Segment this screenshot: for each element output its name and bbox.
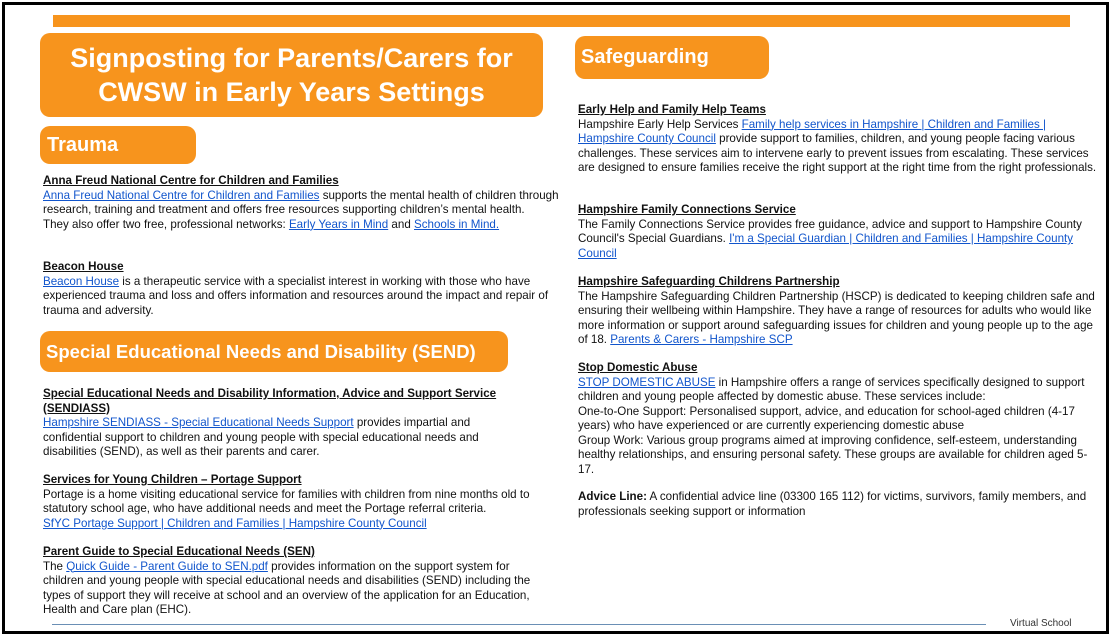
hscp-link[interactable]: Parents & Carers - Hampshire SCP: [610, 333, 793, 346]
anna-freud-text: supports the mental health of children through research, training and treatment and offers free resources supporting children’s mental health.: [43, 188, 559, 216]
beacon-house-title: Beacon House: [43, 260, 124, 273]
sendiass-link[interactable]: Hampshire SENDIASS - Special Educational Needs Support: [43, 416, 354, 429]
early-years-in-mind-link[interactable]: Early Years in Mind: [288, 217, 389, 231]
advice-line-block: [578, 490, 1103, 519]
domestic-abuse-text: in Hampshire offers a range of services specifically designed to support children and young people affected by domestic abuse. These services include:: [578, 375, 1085, 403]
portage-link[interactable]: SfYC Portage Support | Children and Families | Hampshire County Council: [43, 516, 427, 530]
advice-line-label: Advice Line:: [578, 490, 647, 503]
sendiass-title: Special Educational Needs and Disability Information, Advice and Support Service (SENDIASS): [43, 387, 497, 415]
sen-guide-pre: The: [43, 559, 67, 573]
portage-text: Portage is a home visiting educational service for families with children from nine months old to statutory school age, who have additional needs and meet the Portage referral criteria.: [43, 487, 530, 515]
portage-block: [43, 473, 548, 531]
top-accent-bar: [53, 15, 1070, 27]
family-connections-title: Hampshire Family Connections Service: [578, 203, 796, 216]
networks-intro: They also offer two free, professional networks:: [43, 217, 289, 231]
beacon-house-block: [43, 260, 565, 318]
sen-guide-title: Parent Guide to Special Educational Needs (SEN): [43, 545, 315, 558]
anna-freud-block: [43, 174, 565, 232]
early-help-text: provide support to families, children, and young people facing various challenges. These services aim to intervene early to prevent issues from escalating. These services are designed to ensure families receive the right support at the right time from the right professionals.: [578, 132, 1097, 174]
section-heading-send: Special Educational Needs and Disability (SEND): [40, 331, 508, 372]
early-help-pre: Hampshire Early Help Services: [578, 117, 742, 131]
footer-label: Virtual School: [1010, 618, 1072, 629]
sen-guide-link[interactable]: Quick Guide - Parent Guide to SEN.pdf: [66, 559, 268, 573]
section-heading-safeguarding: Safeguarding: [575, 36, 769, 79]
early-help-block: [578, 103, 1103, 176]
portage-title: Services for Young Children – Portage Support: [43, 473, 302, 486]
group-work: Group Work: Various group programs aimed at improving confidence, self-esteem, understanding healthy relationships, and ensuring personal safety. These groups are available for children aged 5-17.: [578, 433, 1088, 476]
sen-guide-text: provides information on the support system for children and young people with special educational needs and disabilities (SEND) including the types of support they will receive at school and an overview of the application for an Education, Health and Care plan (EHC).: [43, 559, 531, 616]
sen-guide-block: [43, 545, 548, 618]
sendiass-text: provides impartial and confidential support to children and young people with special educational needs and disabilities (SEND), as well as their parents and carer.: [43, 416, 479, 458]
family-connections-text: The Family Connections Service provides free guidance, advice and support to Hampshire County Council's Special Guardians.: [578, 217, 1082, 245]
stop-domestic-abuse-link[interactable]: STOP DOMESTIC ABUSE: [578, 375, 716, 389]
schools-in-mind-link[interactable]: Schools in Mind.: [414, 217, 500, 231]
anna-freud-title: Anna Freud National Centre for Children and Families: [43, 174, 339, 187]
family-connections-block: [578, 203, 1103, 261]
beacon-house-text: is a therapeutic service with a specialist interest in working with those who have experienced trauma and loss and offers information and resources around the impact and repair of trauma and adversity.: [43, 274, 549, 317]
domestic-abuse-title: Stop Domestic Abuse: [578, 361, 698, 374]
sendiass-block: [43, 387, 513, 460]
page-title: Signposting for Parents/Carers for CWSW in Early Years Settings: [40, 33, 543, 117]
hscp-block: [578, 275, 1103, 348]
section-heading-trauma: Trauma: [40, 126, 196, 164]
early-help-title: Early Help and Family Help Teams: [578, 103, 766, 116]
domestic-abuse-block: [578, 361, 1103, 477]
hscp-title: Hampshire Safeguarding Childrens Partnership: [578, 275, 840, 288]
networks-and: and: [388, 217, 414, 231]
footer-divider: [52, 624, 986, 625]
beacon-house-link[interactable]: Beacon House: [43, 274, 120, 288]
special-guardian-link[interactable]: I'm a Special Guardian | Children and Families | Hampshire County Council: [578, 232, 1074, 260]
hscp-text: The Hampshire Safeguarding Children Partnership (HSCP) is dedicated to keeping children safe and ensuring their wellbeing within Hampshire. They have a range of resources for adults who would like more information or support around safeguarding issues for children and young people up to the age of 18.: [578, 289, 1095, 346]
advice-line-text: A confidential advice line (03300 165 112) for victims, survivors, family members, and professionals seeking support or information: [578, 490, 1087, 518]
one-to-one-support: One-to-One Support: Personalised support, advice, and education for school-aged children (4-17 years) who have experienced or are currently experiencing domestic abuse: [578, 404, 1075, 432]
anna-freud-link[interactable]: Anna Freud National Centre for Children and Families: [43, 188, 320, 202]
family-help-link[interactable]: Family help services in Hampshire | Children and Families | Hampshire County Council: [578, 117, 1047, 145]
